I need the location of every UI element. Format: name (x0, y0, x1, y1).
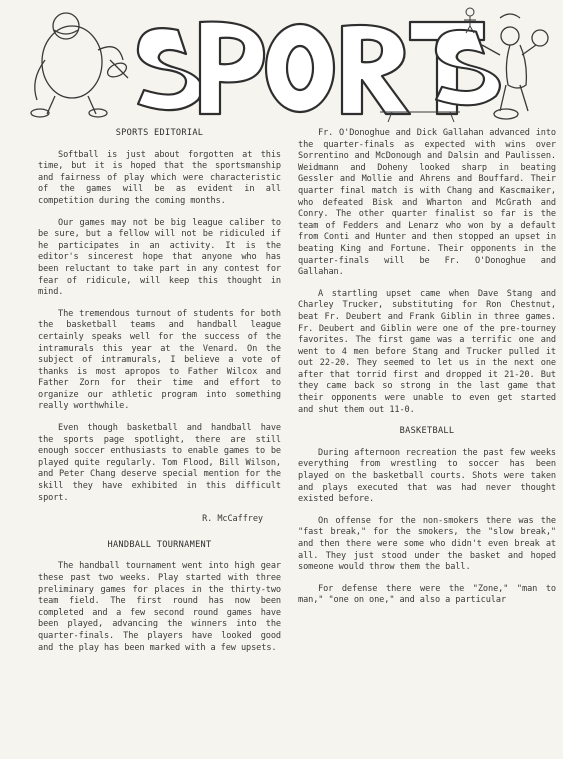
editorial-paragraph: Our games may not be big league caliber to be sure, but a fellow will not be ridiculed if he participates in an activity. It is the editor's sincerest hope that anyone who has been reluctant to take part in any contest for fear of ridicule, will keep this thought in mind. (38, 217, 281, 298)
masthead (0, 0, 563, 125)
football-player-illustration (31, 13, 129, 117)
basketball-paragraph: For defense there were the "Zone," "man to man," "one on one," and also a particular (298, 583, 556, 606)
handball-heading: HANDBALL TOURNAMENT (107, 539, 212, 550)
handball-paragraph: A startling upset came when Dave Stang and Charley Trucker, substituting for Ron Chestnut, beat Fr. Deubert and Frank Giblin in three games. Fr. Deubert and Giblin were one of the pre-tourney favorites. The first game was a terrific one and went to 4 men before Stang and Trucker pulled it out 22-20. They seemed to let us in the next one after that torrid first and dropped it 21-20. But they came back so strong in the last game that their opponents were unable to even get started and shut them out 11-0. (298, 288, 556, 415)
basketball-paragraph: During afternoon recreation the past few weeks everything from wrestling to soccer has been played on the basketball courts. Shots were taken and plays executed that was had never thought existed before. (298, 447, 556, 505)
left-column (38, 128, 281, 664)
masthead-drawing (0, 0, 563, 125)
sports-lettering (138, 22, 500, 114)
basketball-heading: BASKETBALL (399, 426, 455, 437)
handball-paragraph: The handball tournament went into high gear these past two weeks. Play started with three preliminary games for places in the thirty-two team field. The first round has now been completed and a few second round games have been played, advancing the winners into the quarter-finals. The players have looked good and the play has been marked with a few upsets. (38, 561, 281, 653)
editorial-heading: SPORTS EDITORIAL (115, 128, 204, 138)
editorial-paragraph: Even though basketball and handball have the sports page spotlight, there are still enough soccer enthusiasts to enable games to be played quite regularly. Tom Flood, Bill Wilson, and Peter Chang deserve special mention for the skill they have exhibited in this difficult sport. (38, 423, 281, 503)
editorial-paragraph: The tremendous turnout of students for both the basketball teams and handball league certainly speaks well for the success of the intramurals this year at the Venard. On the subject of intramurals, I believe a vote of thanks is most apropos to Father Wilcox and Father Zorn for their time and effort to organize our athletic program into something really worthwhile. (38, 308, 281, 412)
right-column (298, 128, 556, 617)
basketball-player-illustration (482, 14, 548, 119)
handball-paragraph: Fr. O'Donoghue and Dick Gallahan advanced into the quarter-finals as expected with wins over Sorrentino and McDonough and Dalsin and Paulissen. Weidmann and Doheny looked sharp in beating Gessler and Mollie and Ahrens and Bouffard. Their quarter final match is with Chang and Kascmaiker, who defeated Bisk and Wharton and McGrath and Conry. The other quarter finalist so far is the team of Fedders and Lenarz who won by a default from Conti and Hunter and then stopped an upset in beating King and Fortune. Their opponents in the quarter-finals will be Fr. O'Donoghue and Gallahan. (298, 128, 556, 278)
byline: R. McCaffrey (202, 514, 263, 525)
editorial-paragraph: Softball is just about forgotten at this time, but it is hoped that the sportsmanship and fairness of play which were characteristic of the games will be as evident in all competition during the coming months. (38, 149, 281, 206)
basketball-paragraph: On offense for the non-smokers there was the "fast break," for the smokers, the "slow break," and then there were some who didn't even break at all. They just stood under the basket and hoped someone would throw them the ball. (298, 515, 556, 573)
